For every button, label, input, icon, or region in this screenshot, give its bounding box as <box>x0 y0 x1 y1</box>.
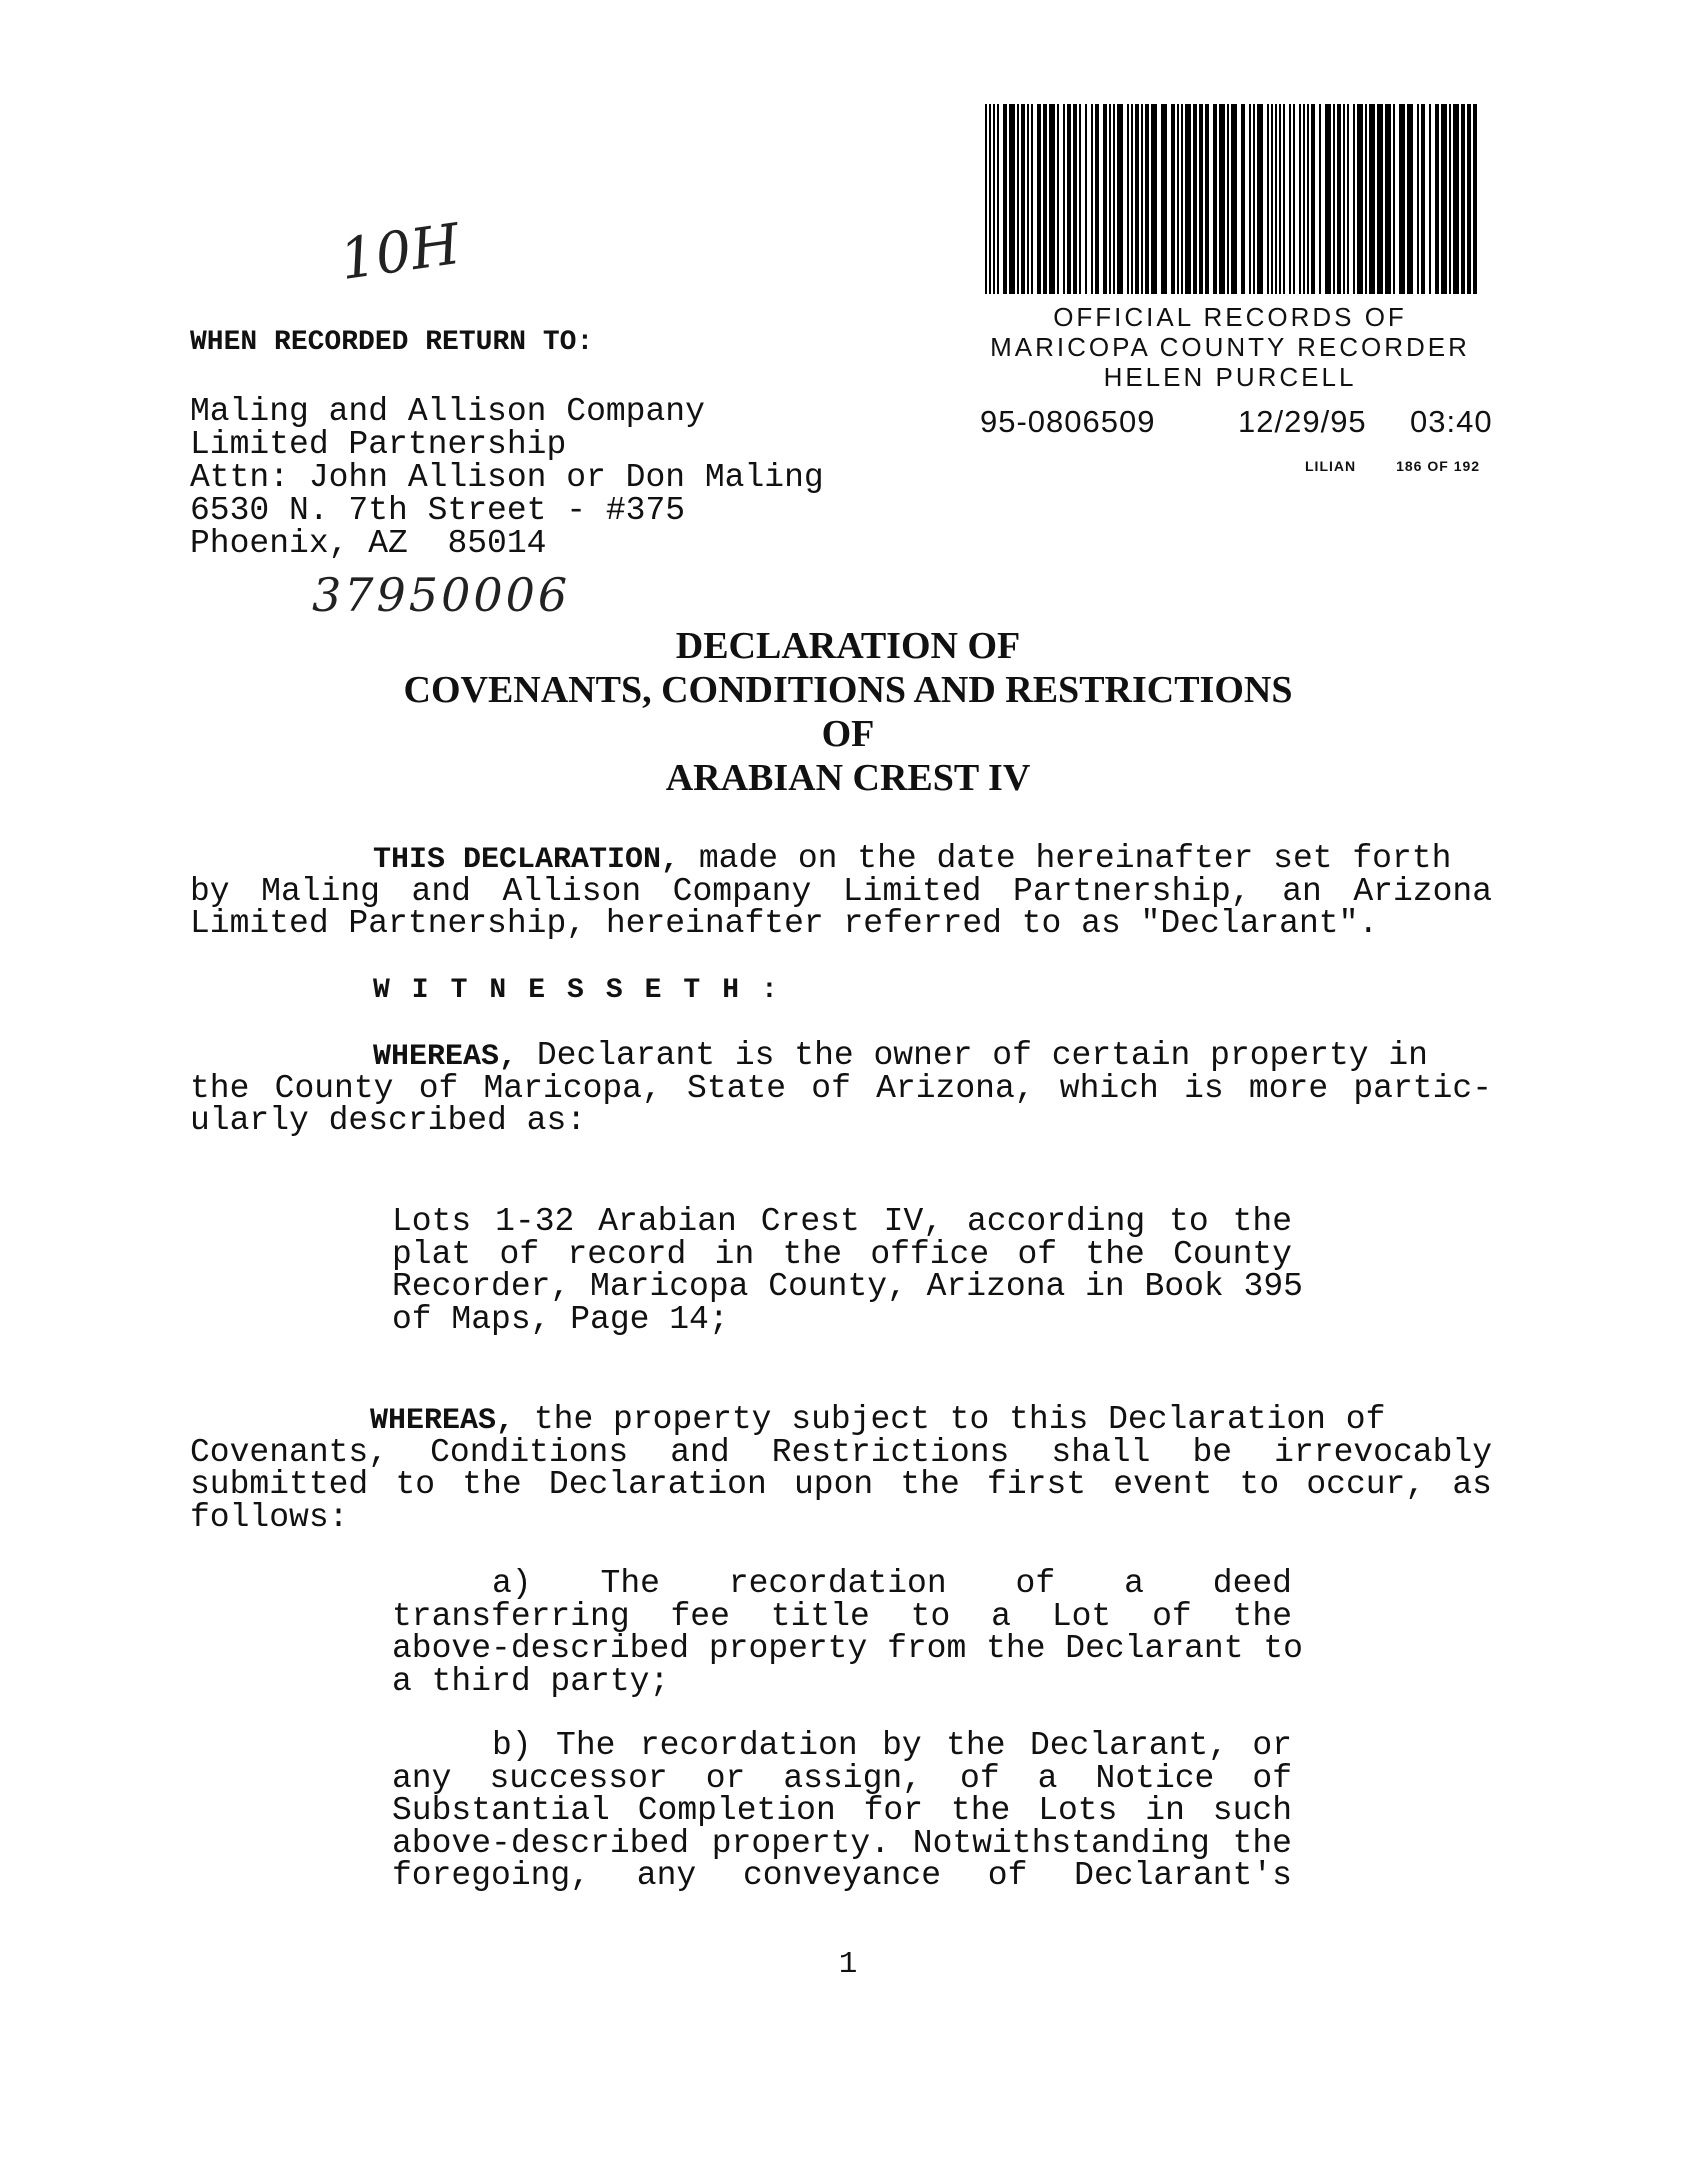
barcode-bar <box>1467 104 1471 294</box>
barcode-bar <box>1319 104 1321 294</box>
address-line: 6530 N. 7th Street - #375 <box>190 492 686 529</box>
handwritten-initials: 10H <box>336 211 465 294</box>
whereas1-line-3: ularly described as: <box>190 1102 587 1139</box>
barcode-bar <box>1079 104 1081 294</box>
intro-line-1: made on the date hereinafter set forth <box>679 840 1452 877</box>
barcode-bar <box>1021 104 1025 294</box>
barcode-bar <box>1095 104 1099 294</box>
recording-info <box>980 404 1530 440</box>
recorder-line-1: OFFICIAL RECORDS OF <box>1053 302 1407 332</box>
clerk-info <box>1305 458 1480 474</box>
barcode-bar <box>1073 104 1077 294</box>
whereas2-line-4: follows: <box>190 1498 349 1536</box>
barcode-bar <box>1131 104 1133 294</box>
barcode-bar <box>1027 104 1029 294</box>
item-a-line: a) The recordation of a deed <box>492 1565 1292 1602</box>
barcode-bar <box>1429 104 1431 294</box>
barcode-bar <box>1009 104 1015 294</box>
item-b-line: Substantial Completion for the Lots in such <box>392 1792 1292 1829</box>
barcode-bar <box>1377 104 1383 294</box>
intro-line-3: Limited Partnership, hereinafter referred to as "Declarant". <box>190 905 1379 942</box>
barcode-bar <box>1219 104 1225 294</box>
whereas1-line-2: the County of Maricopa, State of Arizona, which is more partic- <box>190 1069 1492 1107</box>
intro-paragraph <box>190 842 1492 940</box>
barcode-bar <box>1161 104 1167 294</box>
barcode-bar <box>1249 104 1251 294</box>
whereas-lead: WHEREAS, <box>373 1040 518 1074</box>
barcode-bar <box>1257 104 1263 294</box>
barcode-bar <box>1213 104 1217 294</box>
barcode-bar <box>1085 104 1087 294</box>
barcode-bar <box>1279 104 1281 294</box>
barcode-bar <box>1181 104 1183 294</box>
barcode-bar <box>993 104 995 294</box>
barcode-bar <box>1049 104 1055 294</box>
title-line-3: OF <box>821 713 875 755</box>
barcode-bar <box>997 104 999 294</box>
barcode-bar <box>1141 104 1143 294</box>
item-a-line: above-described property from the Declarant to <box>392 1630 1303 1667</box>
barcode-bar <box>1113 104 1115 294</box>
barcode-bar <box>1399 104 1405 294</box>
address-line: Maling and Allison Company <box>190 393 705 430</box>
barcode-bar <box>1171 104 1175 294</box>
barcode-bar <box>1151 104 1157 294</box>
intro-lead: THIS DECLARATION, <box>373 843 680 877</box>
barcode-bar <box>1031 104 1033 294</box>
barcode-bar <box>1241 104 1245 294</box>
record-time: 03:40 <box>1410 404 1493 439</box>
barcode-bar <box>1057 104 1059 294</box>
item-b-line: b) The recordation by the Declarant, or <box>492 1727 1292 1764</box>
whereas2-line-3: submitted to the Declaration upon the first event to occur, as <box>190 1466 1492 1503</box>
barcode-bar <box>1231 104 1237 294</box>
page-number: 1 <box>838 1947 858 1982</box>
barcode-bar <box>1333 104 1335 294</box>
barcode-bar <box>1275 104 1277 294</box>
barcode-bar <box>1307 104 1309 294</box>
whereas2-line-1: the property subject to this Declaration of <box>514 1401 1386 1438</box>
barcode-bar <box>1185 104 1191 294</box>
item-a-line: transferring fee title to a Lot of the <box>392 1597 1292 1635</box>
whereas-paragraph-2 <box>190 1401 1492 1536</box>
barcode-bar <box>1067 104 1071 294</box>
address-line: Phoenix, AZ 85014 <box>190 525 547 562</box>
title-line-4: ARABIAN CREST IV <box>665 757 1031 799</box>
barcode-bar <box>1199 104 1203 294</box>
barcode-bar <box>1347 104 1349 294</box>
barcode-bar <box>1461 104 1465 294</box>
title-line-1: DECLARATION OF <box>675 625 1021 667</box>
barcode-bar <box>1193 104 1197 294</box>
barcode-bar <box>1453 104 1459 294</box>
barcode-bar <box>1103 104 1107 294</box>
barcode-bar <box>1421 104 1425 294</box>
item-a-line: a third party; <box>392 1662 670 1700</box>
title-line-2: COVENANTS, CONDITIONS AND RESTRICTIONS <box>403 669 1293 711</box>
barcode-bar <box>1343 104 1345 294</box>
clerk-name: LILIAN <box>1305 458 1357 474</box>
barcode-bar <box>1337 104 1341 294</box>
barcode-bar <box>1449 104 1451 294</box>
witnesseth-heading: WITNESSETH: <box>373 975 800 1006</box>
recorder-stamp <box>965 302 1495 392</box>
record-number: 95-0806509 <box>980 404 1156 439</box>
address-line: Attn: John Allison or Don Maling <box>190 459 824 496</box>
legal-line: Lots 1-32 Arabian Crest IV, according to the <box>392 1203 1292 1240</box>
barcode-bar <box>1435 104 1439 294</box>
legal-line: Recorder, Maricopa County, Arizona in Book 395 <box>392 1268 1303 1305</box>
barcode-bar <box>1127 104 1129 294</box>
barcode-bar <box>1043 104 1047 294</box>
barcode-bar <box>1063 104 1065 294</box>
barcode <box>983 104 1479 294</box>
item-b <box>392 1729 1292 1892</box>
legal-line: of Maps, Page 14; <box>392 1300 729 1338</box>
barcode-bar <box>1299 104 1301 294</box>
barcode-bar <box>1091 104 1093 294</box>
return-to-heading: WHEN RECORDED RETURN TO: <box>190 327 594 358</box>
document-title <box>0 624 1696 800</box>
barcode-bar <box>1253 104 1255 294</box>
item-a <box>392 1565 1303 1700</box>
whereas-lead: WHEREAS, <box>370 1404 515 1438</box>
whereas2-line-2: Covenants, Conditions and Restrictions shall be irrevocably <box>190 1433 1492 1471</box>
barcode-bar <box>1109 104 1111 294</box>
barcode-bar <box>1135 104 1139 294</box>
item-b-line: foregoing, any conveyance of Declarant's <box>392 1857 1292 1894</box>
barcode-bar <box>1369 104 1375 294</box>
barcode-bar <box>1205 104 1209 294</box>
barcode-bar <box>1271 104 1273 294</box>
barcode-bar <box>1407 104 1413 294</box>
barcode-bar <box>1293 104 1295 294</box>
item-b-line: above-described property. Notwithstanding the <box>392 1824 1292 1862</box>
barcode-bar <box>1473 104 1477 294</box>
return-address <box>190 395 824 560</box>
intro-line-2: by Maling and Allison Company Limited Partnership, an Arizona <box>190 872 1492 910</box>
barcode-bar <box>1393 104 1395 294</box>
barcode-bar <box>989 104 991 294</box>
barcode-bar <box>1145 104 1149 294</box>
legal-line: plat of record in the office of the County <box>392 1235 1292 1273</box>
barcode-bar <box>1017 104 1019 294</box>
barcode-bar <box>1289 104 1291 294</box>
whereas1-line-1: Declarant is the owner of certain property in <box>517 1037 1428 1074</box>
barcode-bar <box>1037 104 1041 294</box>
record-date: 12/29/95 <box>1238 404 1367 439</box>
barcode-bar <box>1227 104 1229 294</box>
item-b-line: any successor or assign, of a Notice of <box>392 1759 1292 1797</box>
handwritten-parcel-number: 37950006 <box>312 568 571 622</box>
barcode-bar <box>1385 104 1391 294</box>
barcode-bar <box>1003 104 1007 294</box>
recorder-line-3: HELEN PURCELL <box>1103 362 1357 392</box>
barcode-bar <box>1417 104 1419 294</box>
barcode-bar <box>1353 104 1355 294</box>
barcode-bar <box>1303 104 1305 294</box>
barcode-bar <box>1365 104 1367 294</box>
whereas-paragraph-1 <box>190 1039 1492 1137</box>
address-line: Limited Partnership <box>190 426 567 463</box>
barcode-bar <box>1283 104 1285 294</box>
legal-description <box>392 1203 1303 1338</box>
barcode-bar <box>1357 104 1363 294</box>
barcode-bar <box>1311 104 1315 294</box>
barcode-bar <box>1267 104 1269 294</box>
barcode-bar <box>1117 104 1123 294</box>
barcode-bar <box>1177 104 1179 294</box>
recorder-line-2: MARICOPA COUNTY RECORDER <box>990 332 1470 362</box>
page-count: 186 OF 192 <box>1396 458 1481 474</box>
barcode-bar <box>1441 104 1447 294</box>
barcode-bar <box>985 104 987 294</box>
barcode-bar <box>1325 104 1331 294</box>
